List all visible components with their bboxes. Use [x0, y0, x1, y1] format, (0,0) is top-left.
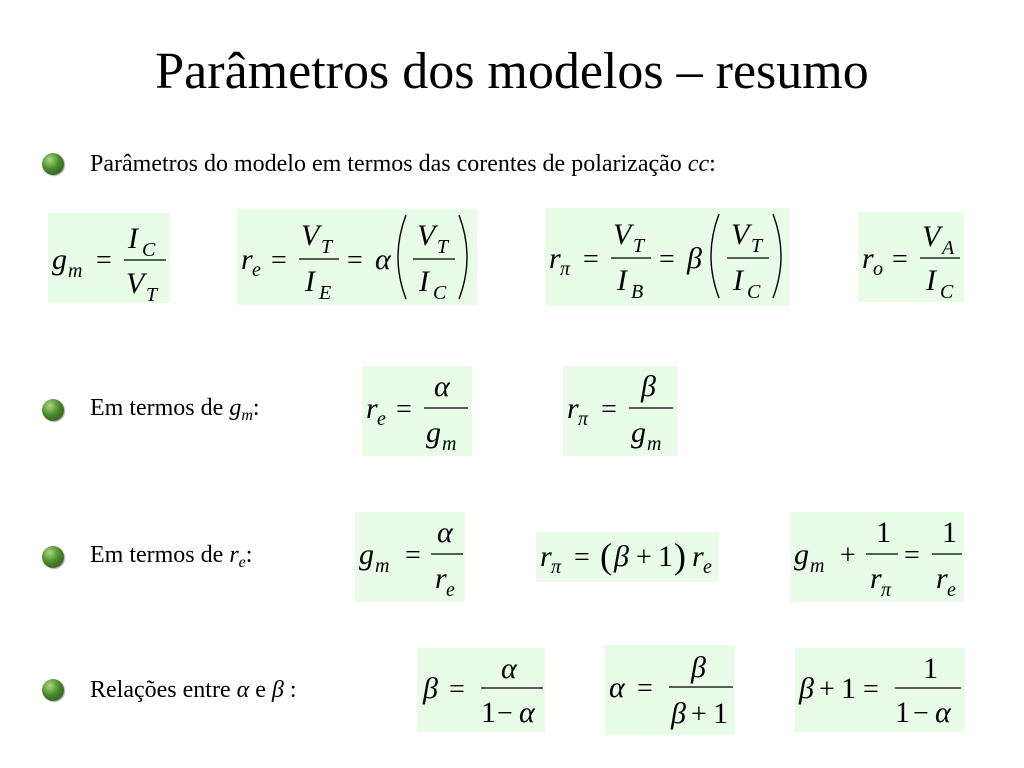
svg-text:β: β: [671, 697, 686, 730]
svg-text:T: T: [146, 284, 158, 306]
svg-text:e: e: [377, 408, 386, 430]
svg-text:r: r: [692, 540, 704, 573]
svg-text:1: 1: [841, 672, 856, 705]
svg-text:=: =: [601, 394, 617, 425]
svg-text:=: =: [271, 245, 287, 276]
svg-text:C: C: [433, 282, 447, 304]
bullet-in-terms-of-gm: [42, 390, 260, 430]
svg-text:T: T: [751, 235, 763, 257]
bullet-icon: [42, 399, 64, 421]
svg-text:α: α: [519, 696, 535, 729]
svg-text:=: =: [637, 673, 653, 704]
svg-text:+: +: [819, 674, 835, 705]
svg-text:1: 1: [658, 540, 673, 573]
svg-text:V: V: [301, 219, 320, 252]
svg-text:C: C: [940, 281, 954, 303]
svg-text:g: g: [794, 538, 809, 571]
svg-text:m: m: [68, 260, 83, 282]
svg-text:=: =: [396, 394, 412, 425]
svg-text:T: T: [321, 236, 333, 258]
svg-text:α: α: [609, 671, 625, 704]
svg-text:α: α: [935, 696, 951, 729]
bullet-text: Relações entre α e β :: [90, 676, 297, 703]
svg-text:I: I: [419, 265, 429, 298]
svg-text:e: e: [947, 579, 956, 601]
svg-text:I: I: [926, 264, 936, 297]
svg-text:r: r: [540, 540, 552, 573]
svg-text:V: V: [613, 218, 632, 251]
svg-text:+: +: [691, 699, 707, 730]
formula-gm-sum: [790, 512, 964, 602]
formula-gm: [48, 213, 170, 306]
svg-text:=: =: [405, 540, 421, 571]
svg-text:V: V: [922, 220, 941, 253]
formula-re: [237, 209, 477, 305]
svg-text:=: =: [574, 542, 590, 573]
svg-text:r: r: [862, 242, 874, 275]
bullet-text: Em termos de $r_e$:: [90, 542, 253, 571]
svg-text:o: o: [873, 258, 883, 280]
formula-ro: [858, 212, 964, 302]
svg-text:r: r: [435, 562, 447, 595]
bullet-icon: [42, 546, 64, 568]
formula-gm-re: [355, 512, 465, 602]
svg-text:m: m: [647, 433, 662, 455]
svg-text:=: =: [449, 674, 465, 705]
svg-text:B: B: [631, 281, 644, 303]
svg-text:r: r: [366, 392, 378, 425]
svg-text:e: e: [252, 259, 261, 281]
svg-text:C: C: [747, 281, 761, 303]
svg-text:π: π: [551, 556, 562, 578]
svg-text:T: T: [633, 235, 645, 257]
svg-text:π: π: [560, 258, 571, 280]
slide-title: Parâmetros dos modelos – resumo: [155, 43, 869, 100]
svg-text:−: −: [913, 698, 929, 729]
bullet-icon: [42, 679, 64, 701]
svg-text:+: +: [840, 540, 856, 571]
svg-text:=: =: [583, 244, 599, 275]
svg-text:V: V: [126, 267, 145, 300]
svg-text:m: m: [375, 555, 390, 577]
svg-text:α: α: [437, 516, 453, 549]
formula-beta: [417, 648, 545, 732]
svg-text:α: α: [434, 370, 450, 403]
svg-text:r: r: [549, 242, 561, 275]
bullet-text: Parâmetros do modelo em termos das corentes de polarização cc:: [90, 150, 716, 177]
svg-text:V: V: [731, 218, 750, 251]
svg-text:β: β: [691, 651, 706, 684]
svg-text:r: r: [936, 562, 948, 595]
svg-text:g: g: [359, 538, 374, 571]
svg-text:V: V: [417, 219, 436, 252]
svg-text:C: C: [142, 239, 156, 261]
bullet-in-terms-of-re: [42, 537, 252, 577]
svg-text:π: π: [578, 408, 589, 430]
svg-text:g: g: [426, 416, 441, 449]
svg-text:β: β: [423, 672, 438, 705]
formula-rpi: [545, 208, 790, 306]
svg-text:−: −: [497, 698, 513, 729]
svg-text:I: I: [617, 264, 627, 297]
svg-text:g: g: [52, 243, 67, 276]
svg-text:E: E: [319, 282, 332, 304]
svg-text:): ): [674, 536, 686, 576]
svg-text:β: β: [614, 540, 629, 573]
bullet-bias-currents: [42, 144, 716, 184]
svg-text:r: r: [567, 392, 579, 425]
svg-text:+: +: [636, 542, 652, 573]
formula-rpi-gm: [563, 366, 678, 456]
svg-text:=: =: [96, 245, 112, 276]
svg-text:β: β: [799, 672, 814, 705]
bullet-text: Em termos de $g_m$:: [90, 395, 260, 424]
bullet-alpha-beta-relations: [42, 670, 296, 710]
svg-text:α: α: [375, 243, 391, 276]
formula-re-gm: [362, 366, 472, 456]
svg-text:m: m: [810, 555, 825, 577]
svg-text:1: 1: [942, 516, 957, 549]
svg-text:=: =: [863, 674, 879, 705]
svg-text:1: 1: [481, 696, 496, 729]
svg-text:1: 1: [713, 697, 728, 730]
svg-text:r: r: [870, 562, 882, 595]
svg-text:=: =: [904, 540, 920, 571]
svg-text:=: =: [347, 245, 363, 276]
svg-text:I: I: [733, 264, 743, 297]
svg-text:r: r: [241, 243, 253, 276]
svg-text:I: I: [128, 222, 138, 255]
svg-text:e: e: [446, 579, 455, 601]
svg-text:α: α: [501, 652, 517, 685]
svg-text:T: T: [437, 236, 449, 258]
svg-text:A: A: [942, 237, 955, 259]
svg-text:g: g: [631, 416, 646, 449]
svg-text:e: e: [703, 556, 712, 578]
svg-text:π: π: [881, 579, 892, 601]
svg-text:m: m: [442, 433, 457, 455]
formula-alpha: [605, 645, 735, 735]
bullet-icon: [42, 153, 64, 175]
svg-text:β: β: [641, 370, 656, 403]
svg-text:1: 1: [895, 696, 910, 729]
svg-text:=: =: [892, 244, 908, 275]
svg-text:=: =: [659, 244, 675, 275]
svg-text:1: 1: [923, 652, 938, 685]
formula-rpi-re: [536, 532, 719, 582]
svg-text:I: I: [305, 265, 315, 298]
svg-text:β: β: [687, 242, 702, 275]
formula-beta-plus-one: [795, 648, 965, 732]
svg-text:1: 1: [876, 516, 891, 549]
svg-text:(: (: [600, 536, 612, 576]
